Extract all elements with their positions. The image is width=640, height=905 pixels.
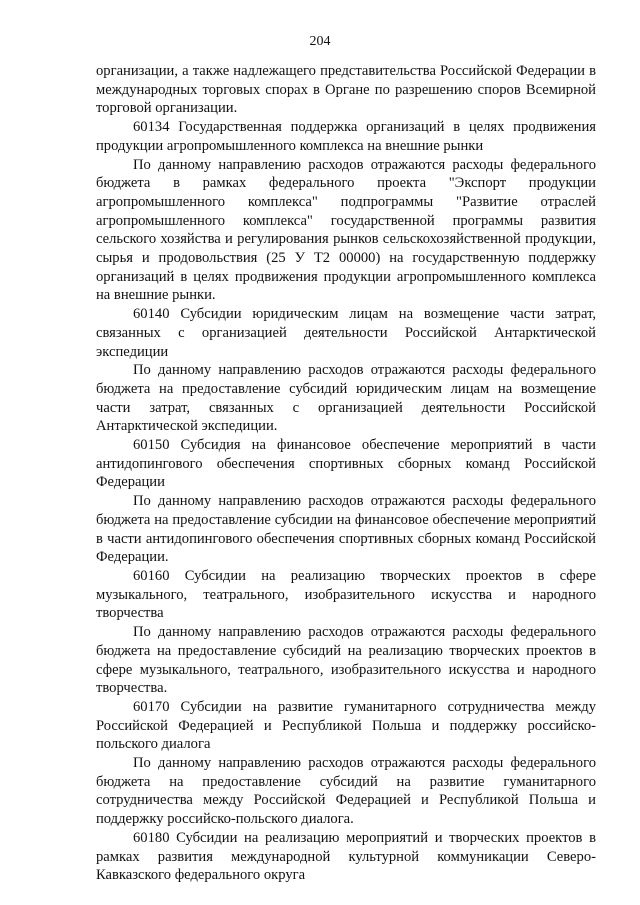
heading-60134: 60134 Государственная поддержка организаций в целях продвижения продукции агропромышленного комплекса на внешние рынки — [96, 119, 596, 154]
paragraph-60134-description: По данному направлению расходов отражаются расходы федерального бюджета в рамках федерального проекта "Экспорт продукции агропромышленного комплекса" подпрограммы "Развитие отраслей агропромышленного комплекса" государственной программы развития сельского хозяйства и регулирования рынков сельскохозяйственной продукции, сырья и продовольствия (25 У Т2 00000) на государственную поддержку организаций в целях продвижения продукции агропромышленного комплекса на внешние рынки. — [96, 156, 596, 304]
heading-60180: 60180 Субсидии на реализацию мероприятий и творческих проектов в рамках развития международной культурной коммуникации Северо-Кавказского федерального округа — [96, 829, 596, 884]
heading-60170: 60170 Субсидии на развитие гуманитарного сотрудничества между Российской Федерацией и Республикой Польша и поддержку российско-польского диалога — [96, 698, 596, 753]
page-number: 204 — [309, 34, 331, 49]
paragraph-60140-description: По данному направлению расходов отражаются расходы федерального бюджета на предоставление субсидий юридическим лицам на возмещение части затрат, связанных с организацией деятельности Российской Антарктической экспедиции. — [96, 362, 596, 435]
heading-60160: 60160 Субсидии на реализацию творческих проектов в сфере музыкального, театрального, изобразительного искусства и народного творчества — [96, 567, 596, 622]
heading-60140: 60140 Субсидии юридическим лицам на возмещение части затрат, связанных с организацией деятельности Российской Антарктической экспедиции — [96, 306, 596, 360]
document-body — [96, 62, 596, 885]
paragraph-60160-description: По данному направлению расходов отражаются расходы федерального бюджета на предоставление субсидий на реализацию творческих проектов в сфере музыкального, театрального, изобразительного искусства и народного творчества. — [96, 624, 596, 697]
heading-60150: 60150 Субсидия на финансовое обеспечение мероприятий в части антидопингового обеспечения спортивных сборных команд Российской Федерации — [96, 437, 596, 491]
paragraph-continuation: организации, а также надлежащего представительства Российской Федерации в международных торговых спорах в Органе по разрешению споров Всемирной торговой организации. — [96, 63, 596, 117]
paragraph-60170-description: По данному направлению расходов отражаются расходы федерального бюджета на предоставление субсидий на развитие гуманитарного сотрудничества между Российской Федерацией и Республикой Польша и поддержку российско-польского диалога. — [96, 755, 596, 828]
paragraph-60150-description: По данному направлению расходов отражаются расходы федерального бюджета на предоставление субсидии на финансовое обеспечение мероприятий в части антидопингового обеспечения спортивных сборных команд Российской Федерации. — [96, 493, 596, 566]
